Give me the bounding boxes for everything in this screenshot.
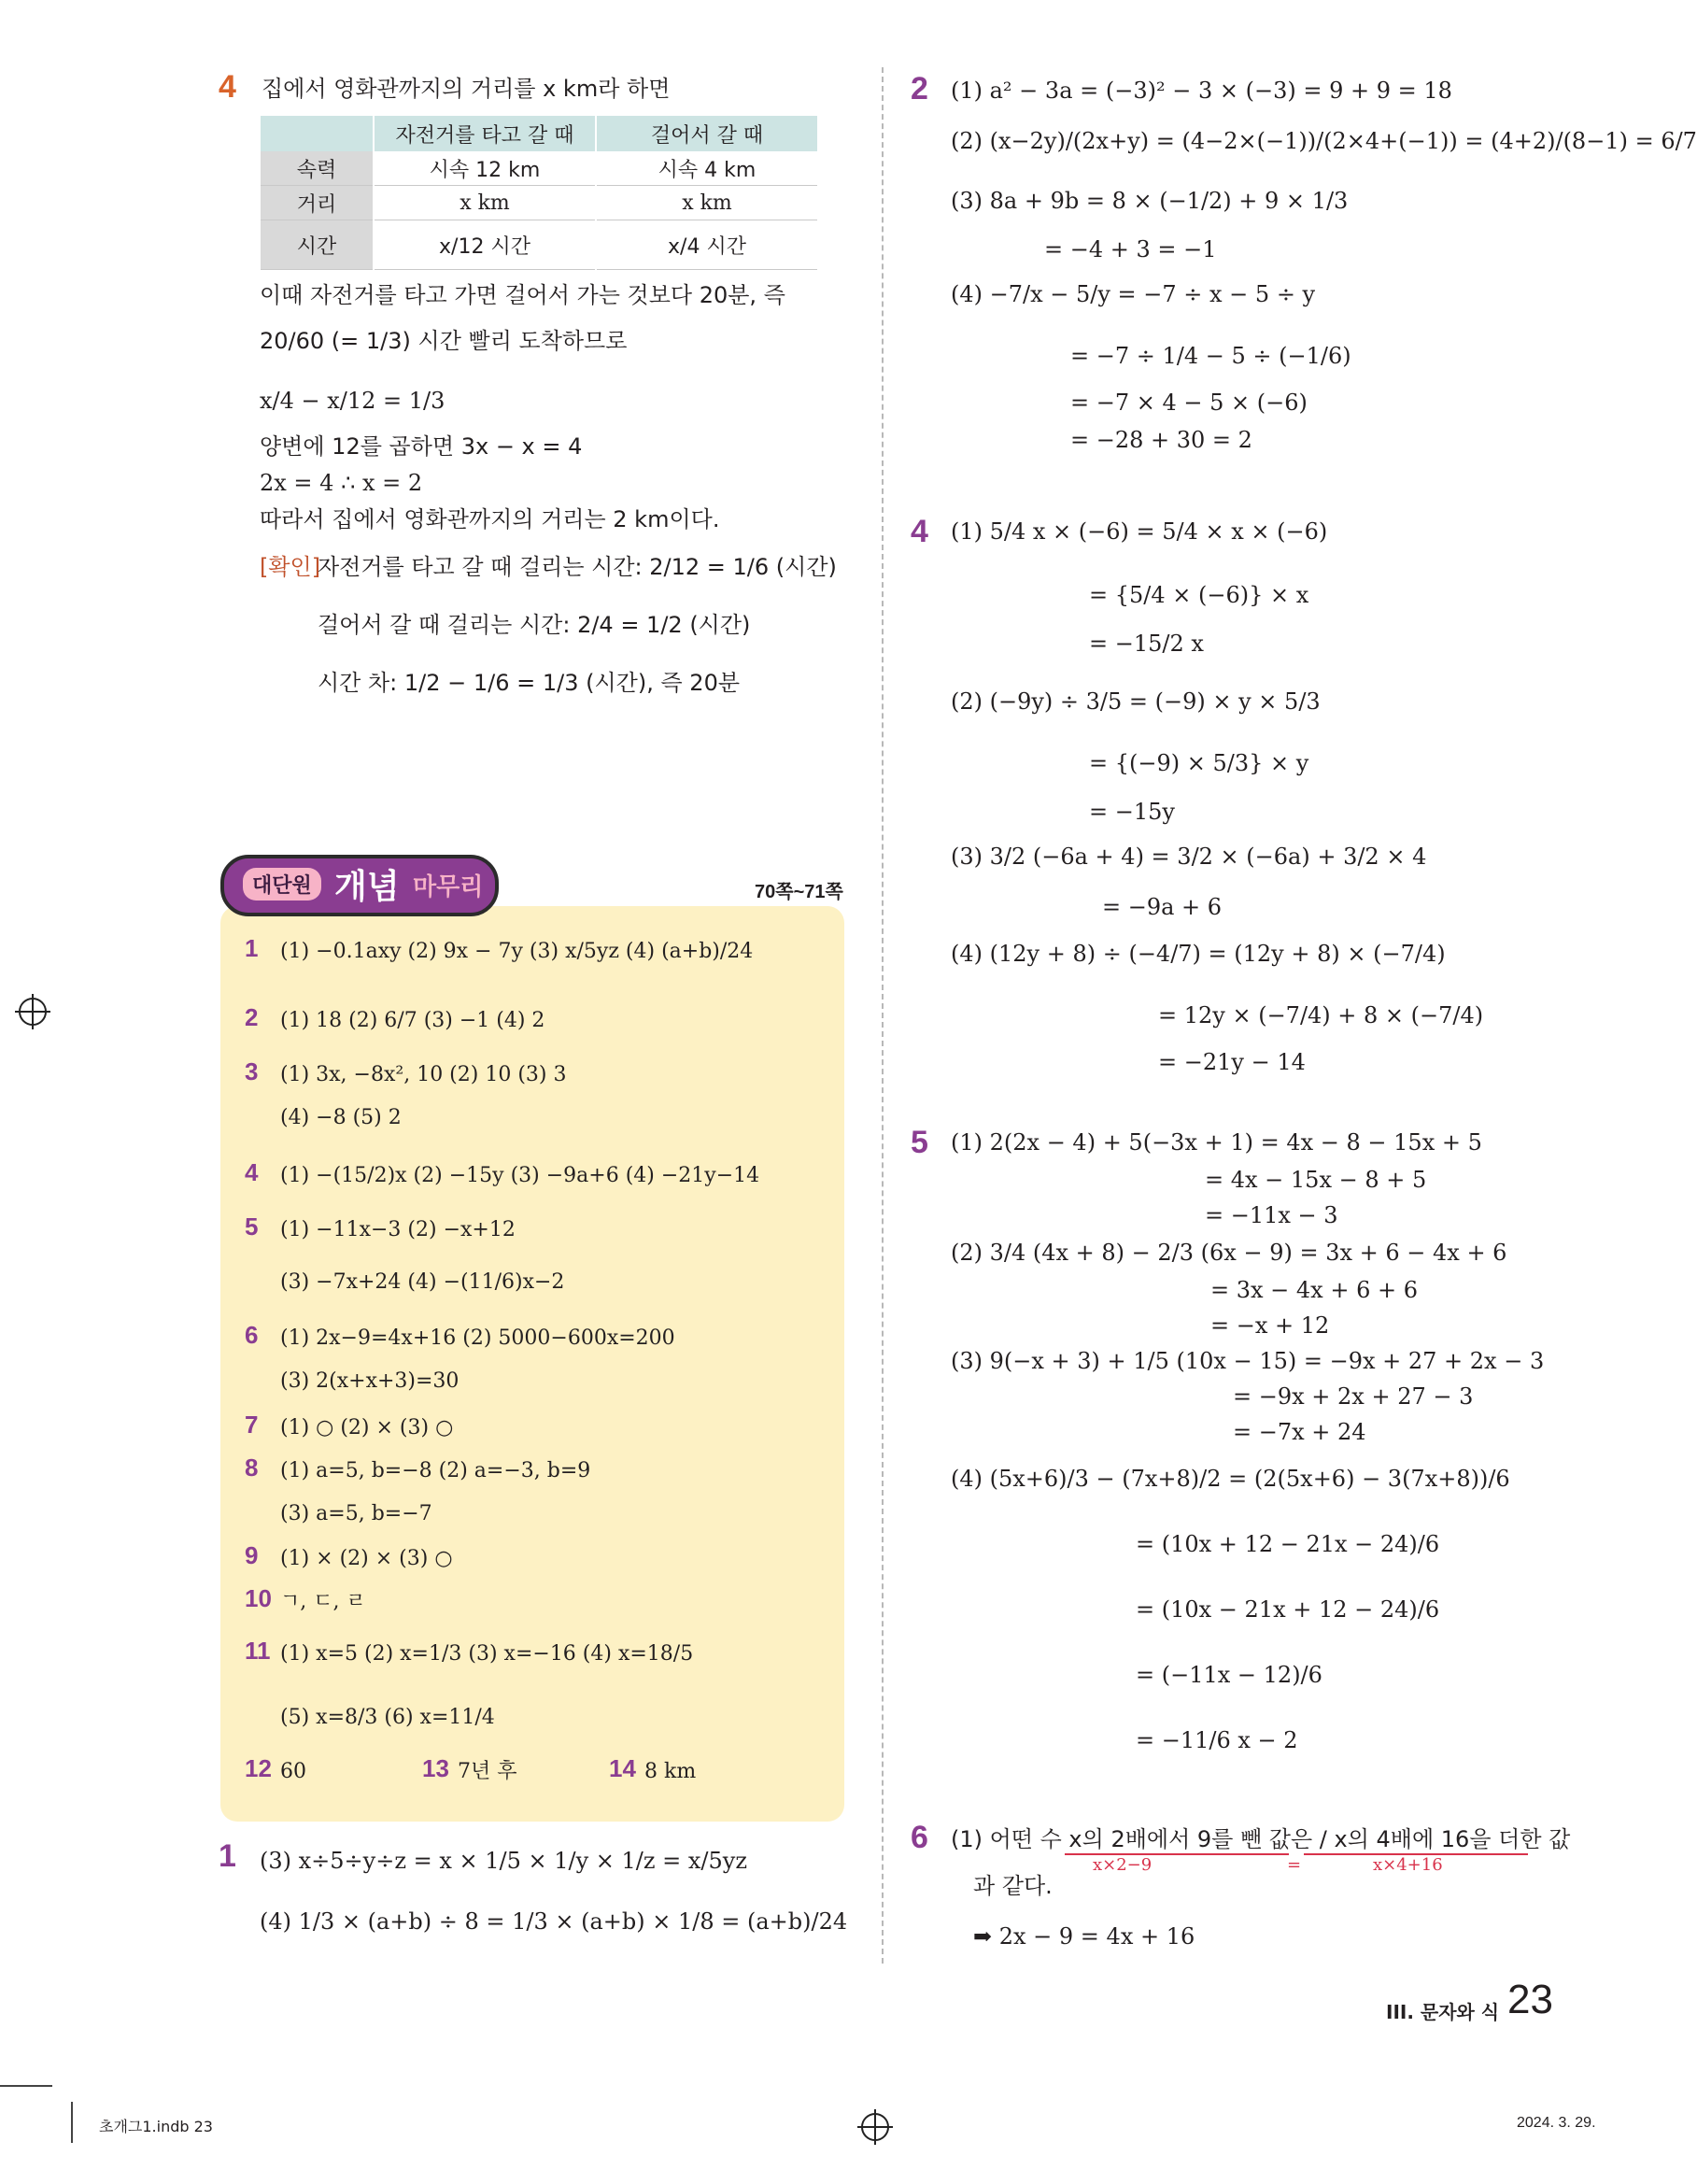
table-cell: x/4 시간 xyxy=(596,220,817,270)
solution-line: = −9a + 6 xyxy=(1102,894,1223,920)
summary-item-row: (1) ○ (2) × (3) ○ xyxy=(280,1416,454,1439)
solution-line: (1) 5/4 x × (−6) = 5/4 × x × (−6) xyxy=(951,518,1328,545)
solution-line: = {5/4 × (−6)} × x xyxy=(1089,582,1309,608)
solution-line: = −x + 12 xyxy=(1210,1312,1330,1339)
summary-item-row: 7년 후 xyxy=(458,1760,517,1783)
solution-number: 6 xyxy=(911,1820,928,1855)
solution-line: x/4 − x/12 = 1/3 xyxy=(260,388,445,414)
summary-item-row: (3) a=5, b=−7 xyxy=(280,1502,432,1525)
file-label: 초개그1.indb 23 xyxy=(99,2118,213,2135)
solution-line: = 4x − 15x − 8 + 5 xyxy=(1205,1167,1427,1193)
summary-item-row: (1) −0.1axy (2) 9x − 7y (3) x/5yz (4) (a+b)/24 xyxy=(280,940,754,963)
row-header: 거리 xyxy=(261,186,374,220)
badge-big: 개념 xyxy=(334,868,400,906)
underline-label: x×4+16 xyxy=(1373,1855,1443,1875)
crop-mark xyxy=(0,2085,52,2087)
solution-line: = −7 ÷ 1/4 − 5 ÷ (−1/6) xyxy=(1070,343,1351,369)
solution-line: (3) x÷5÷y÷z = x × 1/5 × 1/y × 1/z = x/5yz xyxy=(260,1848,747,1874)
solution-line: 2x = 4 ∴ x = 2 xyxy=(260,470,423,496)
table-header: 걸어서 갈 때 xyxy=(596,116,817,151)
summary-badge xyxy=(220,855,499,916)
column-divider xyxy=(882,67,884,1964)
crop-mark xyxy=(71,2102,73,2143)
solution-line: (1) 2(2x − 4) + 5(−3x + 1) = 4x − 8 − 15x + 5 xyxy=(951,1129,1482,1156)
confirm-line: 시간 차: 1/2 − 1/6 = 1/3 (시간), 즉 20분 xyxy=(318,670,741,696)
summary-box xyxy=(220,906,844,1822)
summary-item-row: (1) −(15/2)x (2) −15y (3) −9a+6 (4) −21y−14 xyxy=(280,1164,760,1187)
solution-line: = 3x − 4x + 6 + 6 xyxy=(1210,1277,1418,1303)
summary-item-number: 9 xyxy=(245,1541,259,1569)
page-number: 23 xyxy=(1507,1977,1553,2022)
summary-item-number: 7 xyxy=(245,1411,259,1439)
summary-item-row: (3) −7x+24 (4) −(11/6)x−2 xyxy=(280,1270,565,1294)
summary-item-row: (1) a=5, b=−8 (2) a=−3, b=9 xyxy=(280,1459,591,1482)
solution-line: = (−11x − 12)/6 xyxy=(1136,1662,1322,1688)
underline-label: x×2−9 xyxy=(1093,1855,1153,1875)
confirm-tag: [확인] xyxy=(260,554,321,580)
solution-line: (2) (−9y) ÷ 3/5 = (−9) × y × 5/3 xyxy=(951,688,1321,715)
summary-item-row: (1) 2x−9=4x+16 (2) 5000−600x=200 xyxy=(280,1326,675,1350)
solution-number: 2 xyxy=(911,71,928,106)
solution-line: = −15/2 x xyxy=(1089,631,1204,657)
solution-line: 이때 자전거를 타고 가면 걸어서 가는 것보다 20분, 즉 xyxy=(260,282,785,308)
summary-item-number: 11 xyxy=(245,1637,271,1665)
table-corner xyxy=(261,116,374,151)
solution-line: = −4 + 3 = −1 xyxy=(1044,236,1217,262)
summary-item-row: (4) −8 (5) 2 xyxy=(280,1106,402,1129)
badge-mid: 마무리 xyxy=(413,873,484,901)
summary-item-number: 13 xyxy=(422,1754,449,1782)
summary-item-row: (3) 2(x+x+3)=30 xyxy=(280,1369,460,1393)
registration-mark-icon xyxy=(861,2113,889,2141)
summary-item-row: 60 xyxy=(280,1760,306,1783)
solution-line: = −7x + 24 xyxy=(1233,1419,1366,1445)
table-cell: x/12 시간 xyxy=(374,220,596,270)
solution-number: 5 xyxy=(911,1125,928,1160)
summary-item-number: 10 xyxy=(245,1584,272,1612)
summary-item-number: 14 xyxy=(609,1754,636,1782)
summary-item-row: (1) x=5 (2) x=1/3 (3) x=−16 (4) x=18/5 xyxy=(280,1642,694,1666)
summary-item-row: (1) −11x−3 (2) −x+12 xyxy=(280,1218,516,1241)
summary-item-row: 8 km xyxy=(644,1760,697,1783)
solution-line: (2) 3/4 (4x + 8) − 2/3 (6x − 9) = 3x + 6 − 4x + 6 xyxy=(951,1240,1507,1266)
summary-item-row: (5) x=8/3 (6) x=11/4 xyxy=(280,1706,495,1729)
solution-line: (2) (x−2y)/(2x+y) = (4−2×(−1))/(2×4+(−1)) = (4+2)/(8−1) = 6/7 xyxy=(951,128,1697,154)
solution-line: = −11/6 x − 2 xyxy=(1136,1727,1298,1753)
summary-item-number: 5 xyxy=(245,1213,259,1241)
solution-line: = −21y − 14 xyxy=(1158,1049,1306,1075)
row-header: 속력 xyxy=(261,151,374,186)
solution-line: 양변에 12를 곱하면 3x − x = 4 xyxy=(260,433,583,460)
solution-line: 과 같다. xyxy=(973,1873,1053,1899)
row-header: 시간 xyxy=(261,220,374,270)
solution-line: (4) (12y + 8) ÷ (−4/7) = (12y + 8) × (−7/4) xyxy=(951,941,1446,967)
solution-line: (3) 8a + 9b = 8 × (−1/2) + 9 × 1/3 xyxy=(951,188,1349,214)
solution-line: (4) −7/x − 5/y = −7 ÷ x − 5 ÷ y xyxy=(951,281,1316,307)
table-row xyxy=(261,186,817,220)
solution-line: = {(−9) × 5/3} × y xyxy=(1089,750,1309,776)
summary-item-number: 4 xyxy=(245,1158,259,1186)
solution-number: 4 xyxy=(911,514,928,549)
summary-item-number: 8 xyxy=(245,1454,259,1482)
table-cell: x km xyxy=(596,186,817,220)
summary-item-row: (1) × (2) × (3) ○ xyxy=(280,1547,453,1570)
summary-item-number: 2 xyxy=(245,1003,259,1031)
table-row xyxy=(261,151,817,186)
summary-item-number: 6 xyxy=(245,1321,259,1349)
underline-label: = xyxy=(1287,1855,1302,1875)
summary-item-row: (1) 3x, −8x², 10 (2) 10 (3) 3 xyxy=(280,1063,567,1086)
summary-item-row: (1) 18 (2) 6/7 (3) −1 (4) 2 xyxy=(280,1009,545,1032)
solution-number: 1 xyxy=(219,1838,236,1874)
solution-line: (1) a² − 3a = (−3)² − 3 × (−3) = 9 + 9 = 18 xyxy=(951,78,1452,104)
solution-line: = (10x + 12 − 21x − 24)/6 xyxy=(1136,1531,1440,1557)
solution-line: (3) 9(−x + 3) + 1/5 (10x − 15) = −9x + 27 + 2x − 3 xyxy=(951,1348,1545,1374)
table-header: 자전거를 타고 갈 때 xyxy=(374,116,596,151)
solution-line: = −15y xyxy=(1089,799,1175,825)
solution-line: = (10x − 21x + 12 − 24)/6 xyxy=(1136,1596,1440,1623)
table-row xyxy=(261,220,817,270)
table-cell: x km xyxy=(374,186,596,220)
badge-small: 대단원 xyxy=(243,868,321,901)
registration-mark-icon xyxy=(19,998,47,1026)
solution-line: (1) 어떤 수 x의 2배에서 9를 뺀 값은 / x의 4배에 16을 더한 값 xyxy=(951,1826,1571,1852)
solution-line: = −28 + 30 = 2 xyxy=(1070,427,1252,453)
summary-item-number: 12 xyxy=(245,1754,272,1782)
solution-line: (4) (5x+6)/3 − (7x+8)/2 = (2(5x+6) − 3(7x+8))/6 xyxy=(951,1466,1510,1492)
summary-item-number: 1 xyxy=(245,934,259,962)
speed-table xyxy=(261,116,817,270)
solution-line: = −7 × 4 − 5 × (−6) xyxy=(1070,390,1308,416)
print-date: 2024. 3. 29. xyxy=(1517,2115,1596,2131)
solution-line: 20/60 (= 1/3) 시간 빨리 도착하므로 xyxy=(260,328,628,354)
table-cell: 시속 12 km xyxy=(374,151,596,186)
solution-line: = −9x + 2x + 27 − 3 xyxy=(1233,1383,1474,1410)
chapter-label: III. 문자와 식 xyxy=(1386,2001,1500,2023)
table-cell: 시속 4 km xyxy=(596,151,817,186)
solution-line: ➡ 2x − 9 = 4x + 16 xyxy=(973,1923,1195,1950)
problem-number: 4 xyxy=(219,69,236,105)
solution-line: = 12y × (−7/4) + 8 × (−7/4) xyxy=(1158,1002,1484,1028)
page-range: 70쪽~71쪽 xyxy=(755,882,843,902)
solution-line: 따라서 집에서 영화관까지의 거리는 2 km이다. xyxy=(260,506,720,532)
solution-line: (4) 1/3 × (a+b) ÷ 8 = 1/3 × (a+b) × 1/8 = (a+b)/24 xyxy=(260,1908,848,1935)
solution-line: (3) 3/2 (−6a + 4) = 3/2 × (−6a) + 3/2 × 4 xyxy=(951,844,1427,870)
problem-intro: 집에서 영화관까지의 거리를 x km라 하면 xyxy=(262,76,671,102)
confirm-line: 걸어서 갈 때 걸리는 시간: 2/4 = 1/2 (시간) xyxy=(318,612,751,638)
summary-item-row: ㄱ, ㄷ, ㄹ xyxy=(280,1590,366,1613)
confirm-line: 자전거를 타고 갈 때 걸리는 시간: 2/12 = 1/6 (시간) xyxy=(318,554,837,580)
summary-item-number: 3 xyxy=(245,1057,259,1085)
solution-line: = −11x − 3 xyxy=(1205,1202,1338,1228)
